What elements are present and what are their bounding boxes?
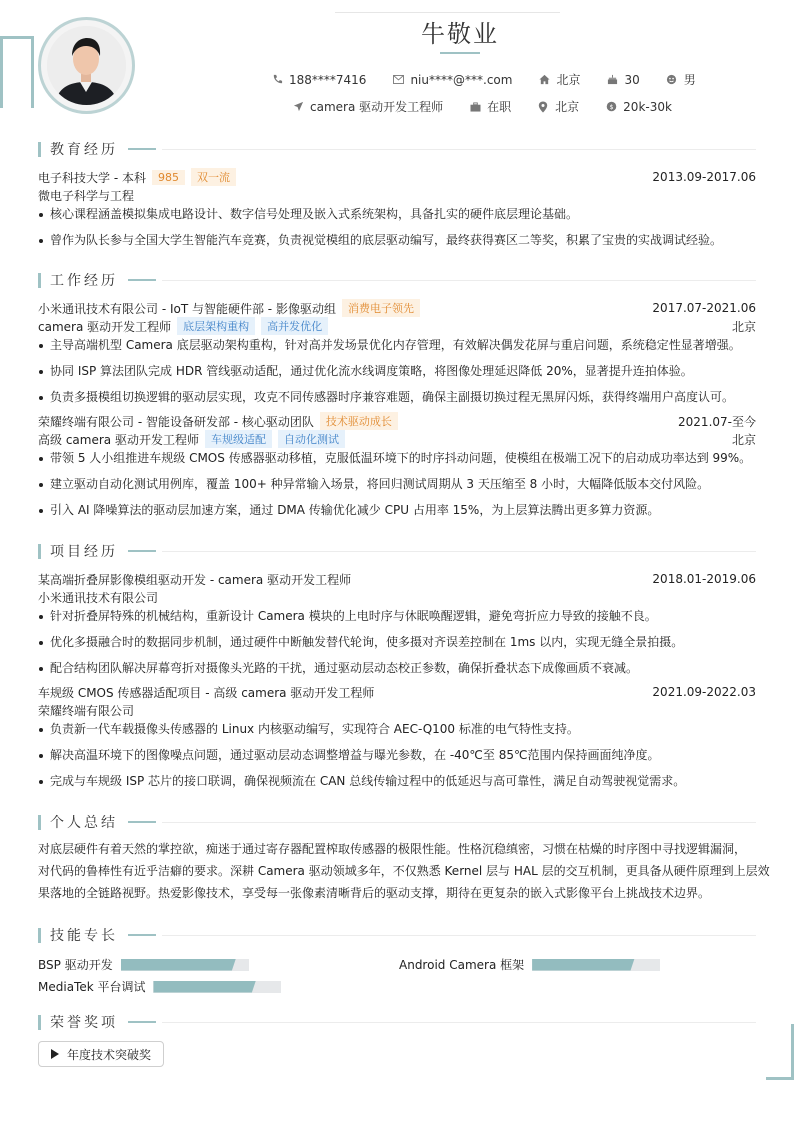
email: niu****@***.com <box>410 72 513 87</box>
name-underline <box>440 52 480 54</box>
major-row <box>38 186 756 204</box>
section-header <box>38 1013 756 1031</box>
work-location: 北京 <box>731 319 756 334</box>
skills-section <box>38 926 756 944</box>
school-tag: 双一流 <box>191 168 236 186</box>
section-header <box>38 140 756 158</box>
phone-number: 188****7416 <box>289 72 367 87</box>
section-header <box>38 271 756 289</box>
summary-section <box>38 813 770 904</box>
target-city: 北京 <box>555 100 580 114</box>
work-role-row <box>38 430 756 448</box>
money-icon <box>605 101 617 113</box>
role-tag: 底层架构重构 <box>177 317 255 335</box>
list-item: 带领 5 人小组推进车规级 CMOS 传感器驱动移植，克服低温环境下的时序抖动问题，使模组在极端工况下的启动成功率达到 99%。 <box>38 450 756 467</box>
corner-decoration-bottom-right <box>766 1024 794 1080</box>
company-tag: 技术驱动成长 <box>320 412 398 430</box>
honors-section <box>38 1013 756 1031</box>
gender-icon <box>666 74 678 86</box>
skill-item <box>38 956 249 973</box>
skill-bar-fill <box>532 959 634 971</box>
list-item: 配合结构团队解决屏幕弯折对摄像头光路的干扰，通过驱动层动态校正参数，确保折叠状态下成像画质不衰减。 <box>38 660 756 677</box>
send-icon <box>292 101 304 113</box>
employment-status: 在职 <box>487 100 512 114</box>
school-name: 电子科技大学 - 本科 <box>38 170 146 185</box>
phone-icon <box>271 74 283 86</box>
list-item: 针对折叠屏特殊的机械结构，重新设计 Camera 模块的上电时序与休眠唤醒逻辑，避免弯折应力导致的接触不良。 <box>38 608 756 625</box>
company-tag: 消费电子领先 <box>342 299 420 317</box>
role-tag: 自动化测试 <box>278 430 345 448</box>
gender: 男 <box>683 73 696 87</box>
project-period: 2018.01-2019.06 <box>652 572 756 586</box>
section-header <box>38 926 756 944</box>
home-icon <box>538 74 550 86</box>
skill-bar <box>532 959 660 971</box>
briefcase-icon <box>469 101 481 113</box>
skill-bar-fill <box>153 981 255 993</box>
project-header-row <box>38 683 756 701</box>
role-tag: 车规级适配 <box>205 430 272 448</box>
work-role-row <box>38 317 756 335</box>
role-tag: 高并发优化 <box>261 317 328 335</box>
education-header-row <box>38 168 756 186</box>
school-tag: 985 <box>152 170 185 185</box>
major: 微电子科学与工程 <box>38 188 135 203</box>
location-icon <box>537 101 549 113</box>
company-name: 小米通讯技术有限公司 - IoT 与智能硬件部 - 影像驱动组 <box>38 301 336 316</box>
project-title: 车规级 CMOS 传感器适配项目 - 高级 camera 驱动开发工程师 <box>38 685 375 700</box>
section-title: 项目经历 <box>50 544 118 560</box>
work-location: 北京 <box>731 432 756 447</box>
work-period: 2021.07-至今 <box>678 414 756 429</box>
list-item: 负责新一代车载摄像头传感器的 Linux 内核驱动编写，实现符合 AEC-Q100 标准的电气特性支持。 <box>38 721 756 738</box>
section-title: 个人总结 <box>50 815 118 831</box>
skill-bar <box>153 981 281 993</box>
education-section <box>38 140 756 249</box>
project-company: 小米通讯技术有限公司 <box>38 590 159 605</box>
section-header <box>38 542 756 560</box>
job-title: camera 驱动开发工程师 <box>38 319 172 334</box>
target-position: camera 驱动开发工程师 <box>310 100 444 114</box>
top-divider <box>335 12 560 13</box>
work-header-row <box>38 412 756 430</box>
list-item: 建立驱动自动化测试用例库，覆盖 100+ 种异常输入场景，将回归测试周期从 3 天压缩至 8 小时，大幅降低版本交付风险。 <box>38 476 756 493</box>
section-title: 技能专长 <box>50 928 118 944</box>
award-name: 年度技术突破奖 <box>67 1047 152 1062</box>
project-header-row <box>38 570 756 588</box>
work-period: 2017.07-2021.06 <box>652 301 756 315</box>
section-title: 工作经历 <box>50 273 118 289</box>
work-header-row <box>38 299 756 317</box>
list-item: 引入 AI 降噪算法的驱动层加速方案，通过 DMA 传输优化减少 CPU 占用率 15%，为上层算法腾出更多算力资源。 <box>38 502 756 519</box>
list-item: 负责多摄模组切换逻辑的驱动层实现，攻克不同传感器时序兼容难题，确保主副摄切换过程无黑屏闪烁，获得终端用户高度认可。 <box>38 389 756 406</box>
list-item: 完成与车规级 ISP 芯片的接口联调，确保视频流在 CAN 总线传输过程中的低延迟与高可靠性，满足自动驾驶视觉需求。 <box>38 773 756 790</box>
summary-text: 对底层硬件有着天然的掌控欲，痴迷于通过寄存器配置榨取传感器的极限性能。性格沉稳缜密，习惯在枯燥的时序图中寻找逻辑漏洞， 对代码的鲁棒性有近乎洁癖的要求。深耕 Camera 驱动领域多年，不仅熟悉 Kernel 层与 HAL 层的交互机制，更具备从硬件原理到上层效 果落地的全链路视野。热爱影像技术，享受每一张像素清晰背后的驱动支撑，期待在更复杂的嵌入式影像平台上挑战技术边界。 <box>38 842 770 900</box>
section-header <box>38 813 756 831</box>
skill-item <box>399 956 660 973</box>
svg-text:$: $ <box>609 102 614 111</box>
list-item: 优化多摄融合时的数据同步机制，通过硬件中断触发替代轮询，使多摄对齐误差控制在 1ms 以内，实现无缝全景拍摄。 <box>38 634 756 651</box>
candidate-name: 牛敬业 <box>421 20 499 48</box>
list-item: 主导高端机型 Camera 底层驱动架构重构，针对高并发场景优化内存管理，有效解决偶发花屏与重启问题，系统稳定性显著增强。 <box>38 337 756 354</box>
skill-bar-fill <box>121 959 236 971</box>
award-item[interactable] <box>38 1041 164 1067</box>
list-item: 核心课程涵盖模拟集成电路设计、数字信号处理及嵌入式系统架构，具备扎实的硬件底层理论基础。 <box>38 206 756 223</box>
skill-bar <box>121 959 249 971</box>
project-company-row <box>38 701 756 719</box>
skill-name: BSP 驱动开发 <box>38 958 113 972</box>
project-company-row <box>38 588 756 606</box>
project-company: 荣耀终端有限公司 <box>38 703 135 718</box>
cake-icon <box>606 74 618 86</box>
salary: 20k-30k <box>623 99 672 114</box>
job-title: 高级 camera 驱动开发工程师 <box>38 432 199 447</box>
work-section <box>38 271 756 519</box>
city: 北京 <box>556 73 581 87</box>
list-item: 解决高温环境下的图像噪点问题，通过驱动层动态调整增益与曝光参数，在 -40℃至 85℃范围内保持画面纯净度。 <box>38 747 756 764</box>
age: 30 <box>624 72 640 87</box>
corner-decoration-bottom-right-tail <box>766 1077 794 1080</box>
project-title: 某高端折叠屏影像模组驱动开发 - camera 驱动开发工程师 <box>38 572 352 587</box>
skill-item <box>38 978 281 995</box>
section-title: 荣誉奖项 <box>50 1015 118 1031</box>
skill-name: Android Camera 框架 <box>399 958 525 972</box>
company-name: 荣耀终端有限公司 - 智能设备研发部 - 核心驱动团队 <box>38 414 314 429</box>
contact-info-row <box>271 71 696 88</box>
skill-name: MediaTek 平台调试 <box>38 980 146 994</box>
list-item: 协同 ISP 算法团队完成 HDR 管线驱动适配，通过优化流水线调度策略，将图像处理延迟降低 20%，显著提升连拍体验。 <box>38 363 756 380</box>
project-period: 2021.09-2022.03 <box>652 685 756 699</box>
mail-icon <box>392 74 404 86</box>
section-title: 教育经历 <box>50 142 118 158</box>
projects-section <box>38 542 756 790</box>
list-item: 曾作为队长参与全国大学生智能汽车竞赛，负责视觉模组的底层驱动编写，最终获得赛区二等奖，积累了宝贵的实战调试经验。 <box>38 232 756 249</box>
play-icon <box>51 1049 59 1059</box>
education-period: 2013.09-2017.06 <box>652 170 756 184</box>
job-intent-row <box>292 98 672 115</box>
